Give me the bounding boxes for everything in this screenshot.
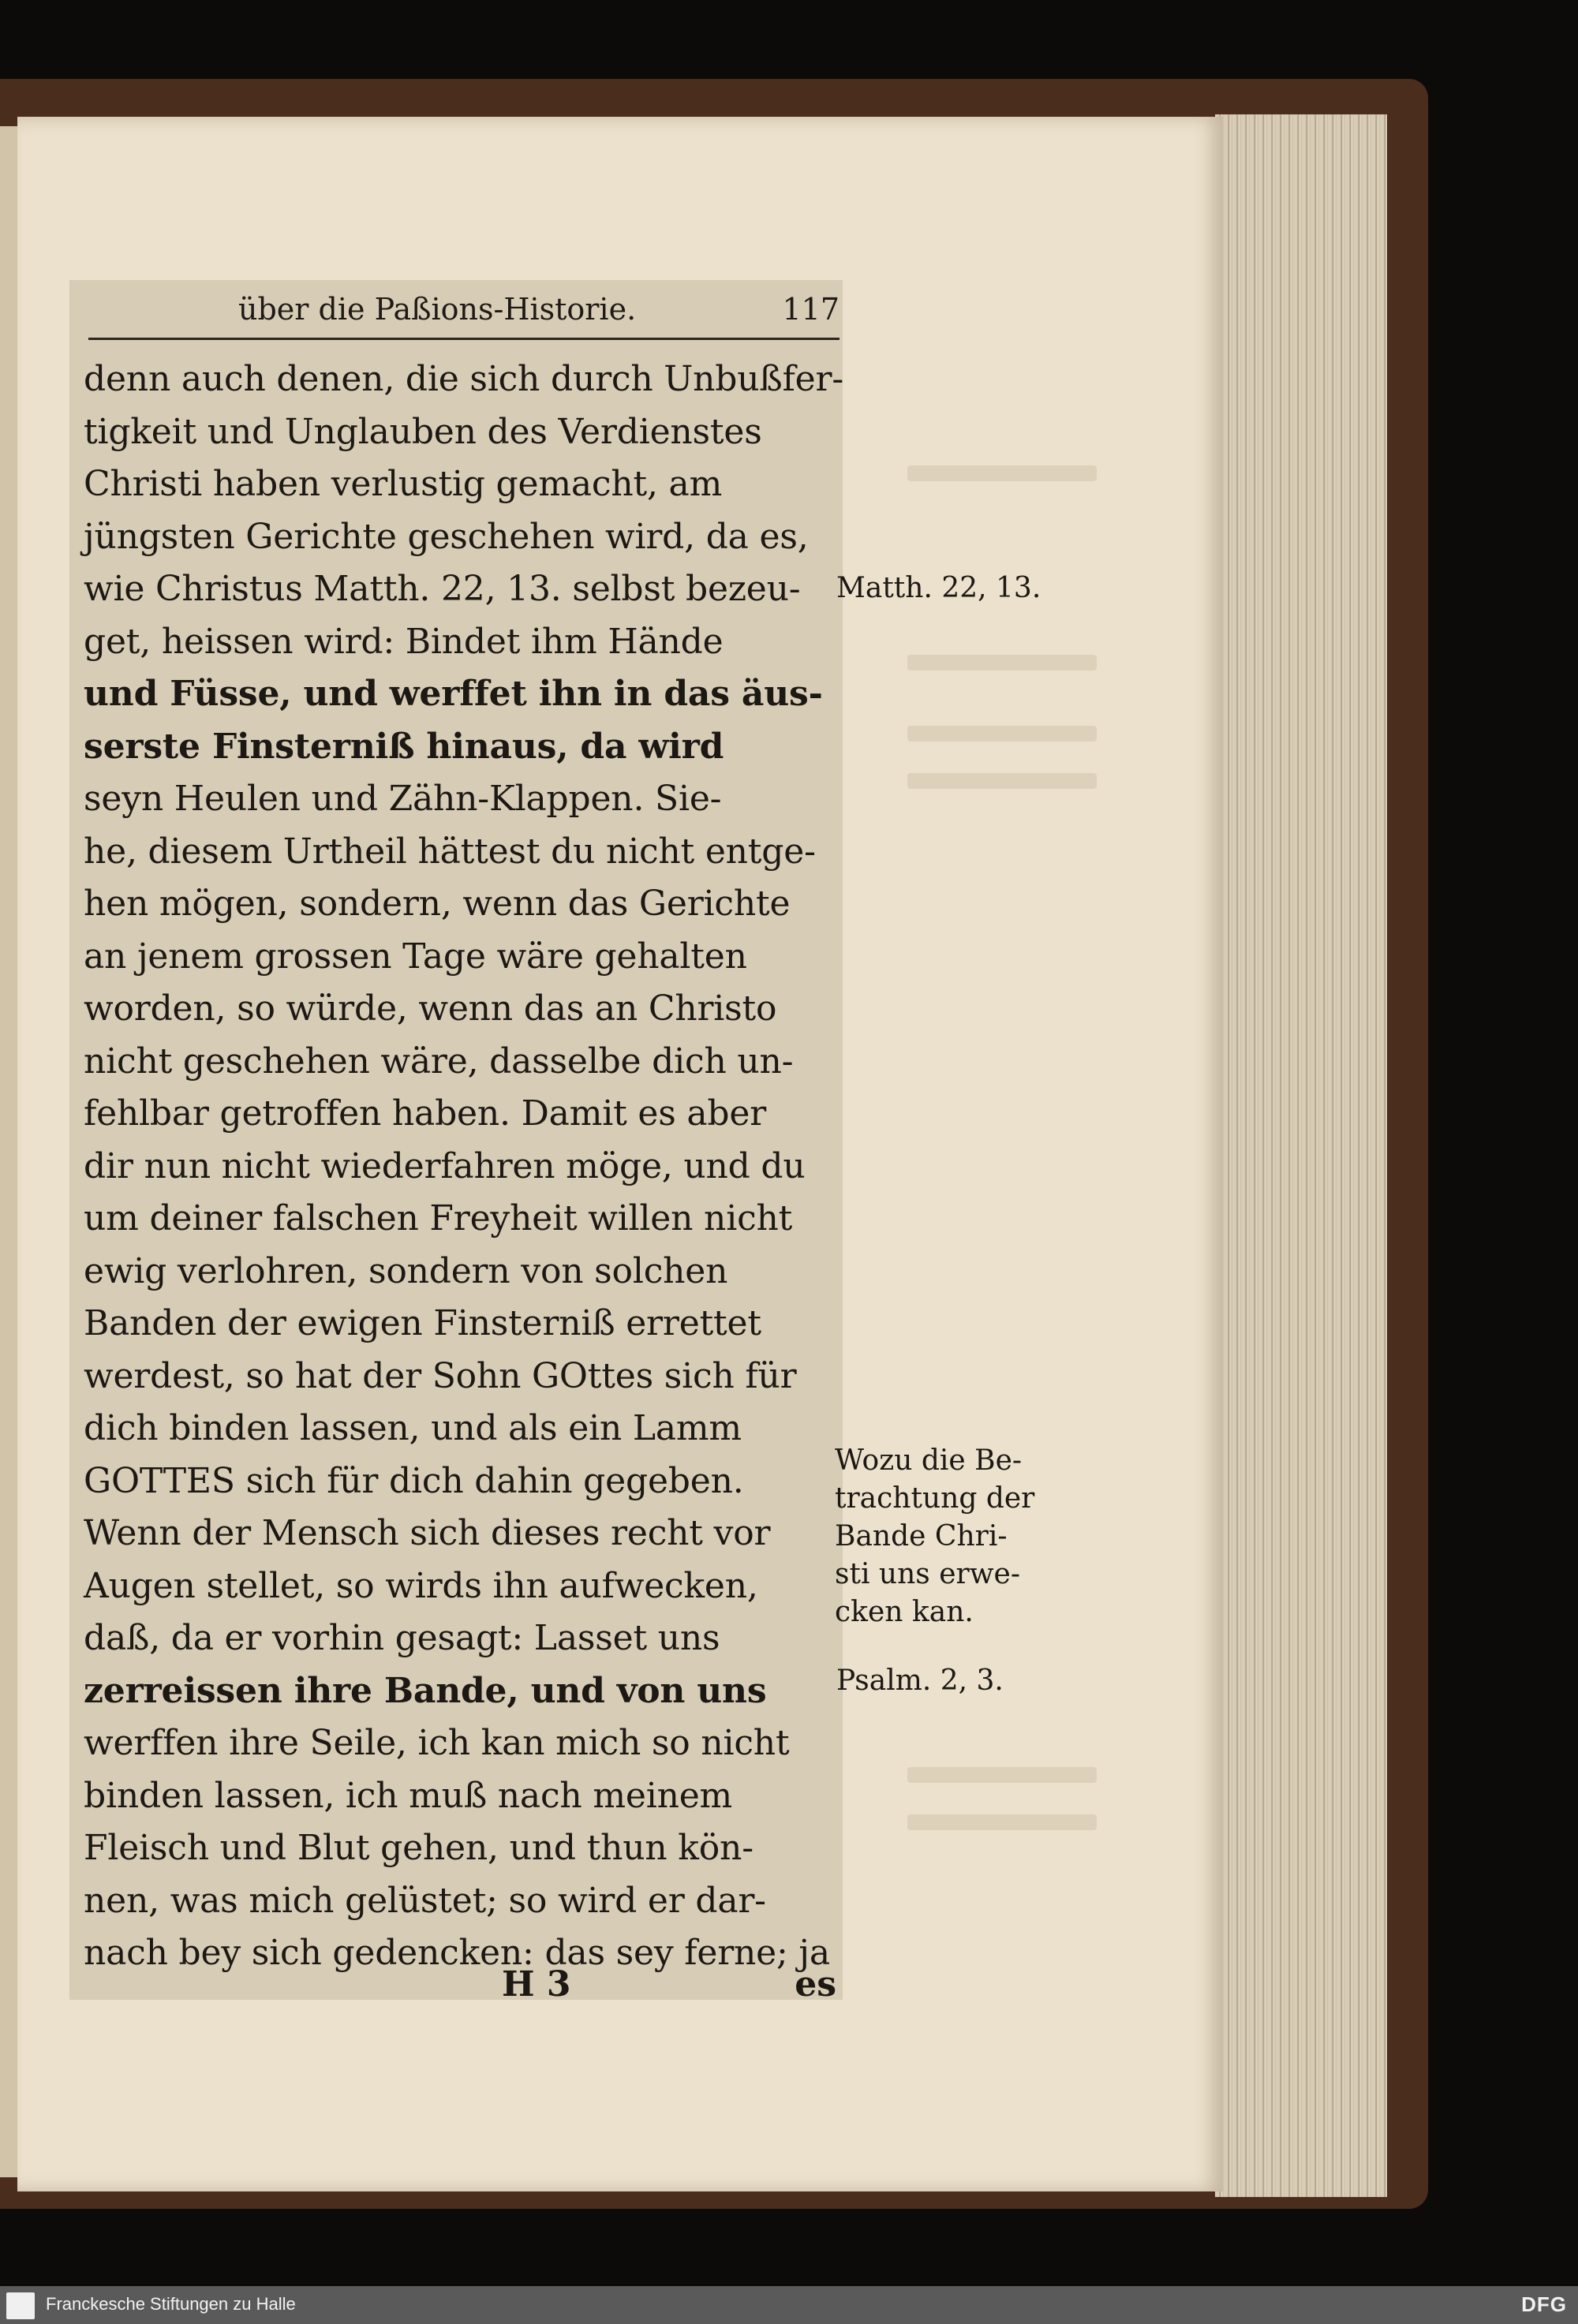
page-number: 117: [782, 292, 839, 327]
text-line: serste Finsterniß hinaus, da wird: [84, 726, 724, 767]
text-line: Augen stellet, so wirds ihn aufwecken,: [84, 1565, 758, 1606]
show-through-mark: [907, 1767, 1097, 1783]
text-line: werffen ihre Seile, ich kan mich so nicht: [84, 1723, 790, 1763]
text-line: nach bey sich gedencken: das sey ferne; ja: [84, 1933, 830, 1973]
body-text: [84, 353, 844, 1980]
show-through-mark: [907, 726, 1097, 742]
text-line: tigkeit und Unglauben des Verdienstes: [84, 411, 762, 452]
text-line: Fleisch und Blut gehen, und thun kön-: [84, 1828, 753, 1868]
show-through-mark: [907, 655, 1097, 671]
text-line: binden lassen, ich muß nach meinem: [84, 1775, 733, 1816]
text-line: jüngsten Gerichte geschehen wird, da es,: [84, 516, 809, 557]
margin-note-line: sti uns erwe-: [835, 1558, 1020, 1590]
text-line: worden, so würde, wenn das an Christo: [84, 988, 777, 1029]
margin-note-psalm: Psalm. 2, 3.: [836, 1665, 1004, 1697]
text-line: um deiner falschen Freyheit willen nicht: [84, 1198, 793, 1239]
text-line: dir nun nicht wiederfahren möge, und du: [84, 1145, 806, 1186]
show-through-mark: [907, 1814, 1097, 1830]
text-line: Christi haben verlustig gemacht, am: [84, 464, 723, 504]
text-line: denn auch denen, die sich durch Unbußfer-: [84, 359, 844, 399]
text-line: get, heissen wird: Bindet ihm Hände: [84, 621, 724, 662]
text-line: an jenem grossen Tage wäre gehalten: [84, 936, 747, 977]
page-edges: [1215, 114, 1387, 2197]
text-line: zerreissen ihre Bande, und von uns: [84, 1670, 767, 1711]
show-through-mark: [907, 465, 1097, 481]
show-through-mark: [907, 773, 1097, 789]
running-head: [88, 282, 839, 340]
text-line: Banden der ewigen Finsterniß errettet: [84, 1303, 761, 1343]
margin-note-wozu: [835, 1442, 1071, 1631]
text-line: fehlbar getroffen haben. Damit es aber: [84, 1093, 767, 1134]
text-line: he, diesem Urtheil hättest du nicht entge-: [84, 831, 816, 872]
margin-note-line: cken kan.: [835, 1596, 974, 1628]
margin-note-line: Wozu die Be-: [835, 1444, 1023, 1477]
text-line: Wenn der Mensch sich dieses recht vor: [84, 1513, 771, 1553]
viewer-footer-bar: [0, 2286, 1578, 2324]
funder-logo: DFG: [1521, 2292, 1567, 2316]
institution-name: Franckesche Stiftungen zu Halle: [46, 2294, 296, 2314]
text-line: daß, da er vorhin gesagt: Lasset uns: [84, 1618, 720, 1658]
text-line: wie Christus Matth. 22, 13. selbst bezeu-: [84, 569, 801, 609]
institution-logo-icon: [6, 2292, 35, 2319]
catchword: es: [795, 1964, 836, 2005]
text-line: ewig verlohren, sondern von solchen: [84, 1250, 728, 1291]
text-line: seyn Heulen und Zähn-Klappen. Sie-: [84, 779, 722, 819]
text-line: dich binden lassen, und als ein Lamm: [84, 1408, 742, 1448]
margin-note-matth: Matth. 22, 13.: [836, 572, 1041, 604]
signature-mark: H 3: [502, 1964, 571, 2005]
text-line: und Füsse, und werffet ihn in das äus-: [84, 674, 823, 714]
text-line: GOTTES sich für dich dahin gegeben.: [84, 1460, 744, 1501]
text-line: nicht geschehen wäre, dasselbe dich un-: [84, 1041, 794, 1082]
text-line: nen, was mich gelüstet; so wird er dar-: [84, 1880, 766, 1921]
margin-note-line: trachtung der: [835, 1482, 1035, 1515]
margin-note-line: Bande Chri-: [835, 1520, 1008, 1552]
running-head-title: über die Paßions-Historie.: [238, 292, 637, 327]
page-footer: [84, 1964, 841, 2012]
text-line: werdest, so hat der Sohn GOttes sich für: [84, 1355, 797, 1396]
text-line: hen mögen, sondern, wenn das Gerichte: [84, 884, 791, 924]
